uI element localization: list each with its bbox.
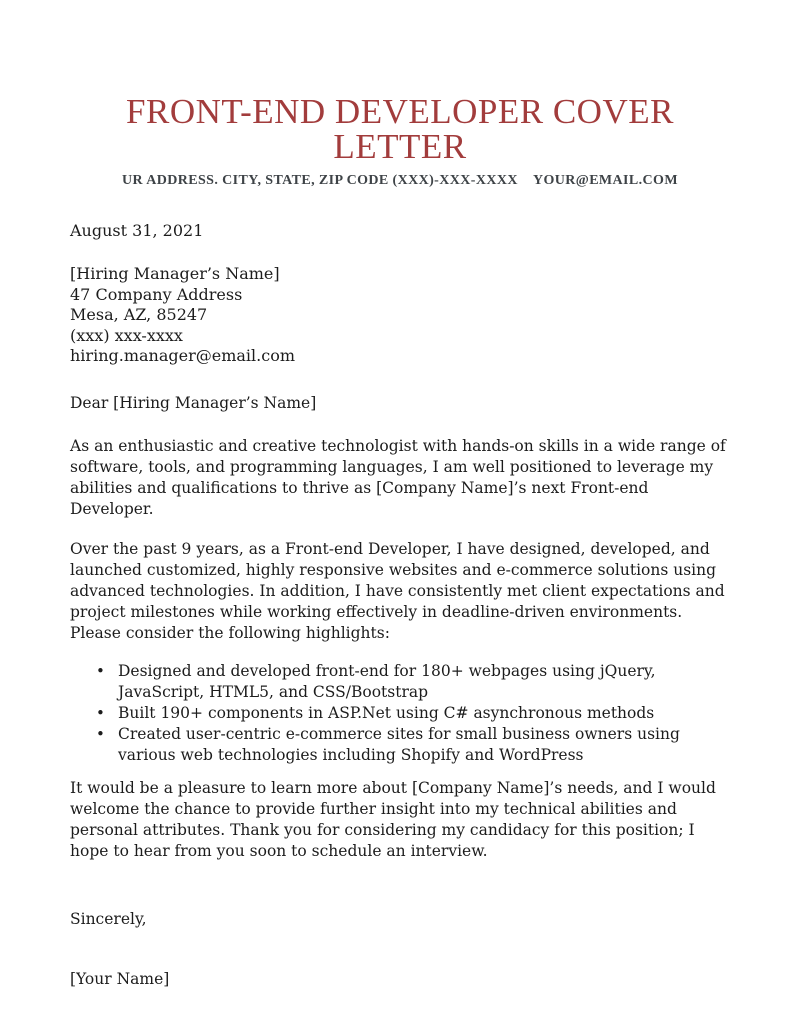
recipient-address: 47 Company Address <box>70 284 243 304</box>
highlight-item: • Created user-centric e-commerce sites for small business owners using various web technologies including Shopify and WordPress <box>70 724 730 766</box>
body-paragraph-experience: Over the past 9 years, as a Front-end Developer, I have designed, developed, and launched customized, highly responsive websites and e-commerce solutions using advanced technologies. In addition, I have consistently met client expectations and project milestones while working effectively in deadline-driven environments. Please consider the following highlights: <box>70 539 725 642</box>
closing-paragraph: It would be a pleasure to learn more about [Company Name]’s needs, and I would welcome the chance to provide further insight into my technical abilities and personal attributes. Thank you for considering my candidacy for this position; I hope to hear from you soon to schedule an interview. <box>70 778 716 860</box>
letterhead <box>70 94 730 189</box>
page-title: FRONT-END DEVELOPER COVER LETTER <box>126 92 674 166</box>
recipient-phone: (xxx) xxx-xxxx <box>70 325 183 345</box>
letter-body <box>70 220 730 990</box>
salutation: Dear [Hiring Manager’s Name] <box>70 393 317 412</box>
recipient-block <box>70 264 730 367</box>
recipient-city-state-zip: Mesa, AZ, 85247 <box>70 305 208 324</box>
valediction: Sincerely, <box>70 909 147 928</box>
signature-placeholder: [Your Name] <box>70 969 170 988</box>
date-line: August 31, 2021 <box>70 221 204 240</box>
contact-info-line: UR ADDRESS. CITY, STATE, ZIP CODE (XXX)-XXX-XXXX YOUR@EMAIL.COM <box>122 173 678 188</box>
recipient-name: [Hiring Manager’s Name] <box>70 264 280 283</box>
highlight-item: • Designed and developed front-end for 180+ webpages using jQuery, JavaScript, HTML5, and CSS/Bootstrap <box>70 661 730 703</box>
highlights-list <box>70 661 730 766</box>
highlight-item: • Built 190+ components in ASP.Net using C# asynchronous methods <box>70 703 730 724</box>
body-paragraph-intro: As an enthusiastic and creative technologist with hands-on skills in a wide range of software, tools, and programming languages, I am well positioned to leverage my abilities and qualifications to thrive as [Company Name]’s next Front-end Developer. <box>70 436 726 518</box>
recipient-email: hiring.manager@email.com <box>70 346 295 365</box>
